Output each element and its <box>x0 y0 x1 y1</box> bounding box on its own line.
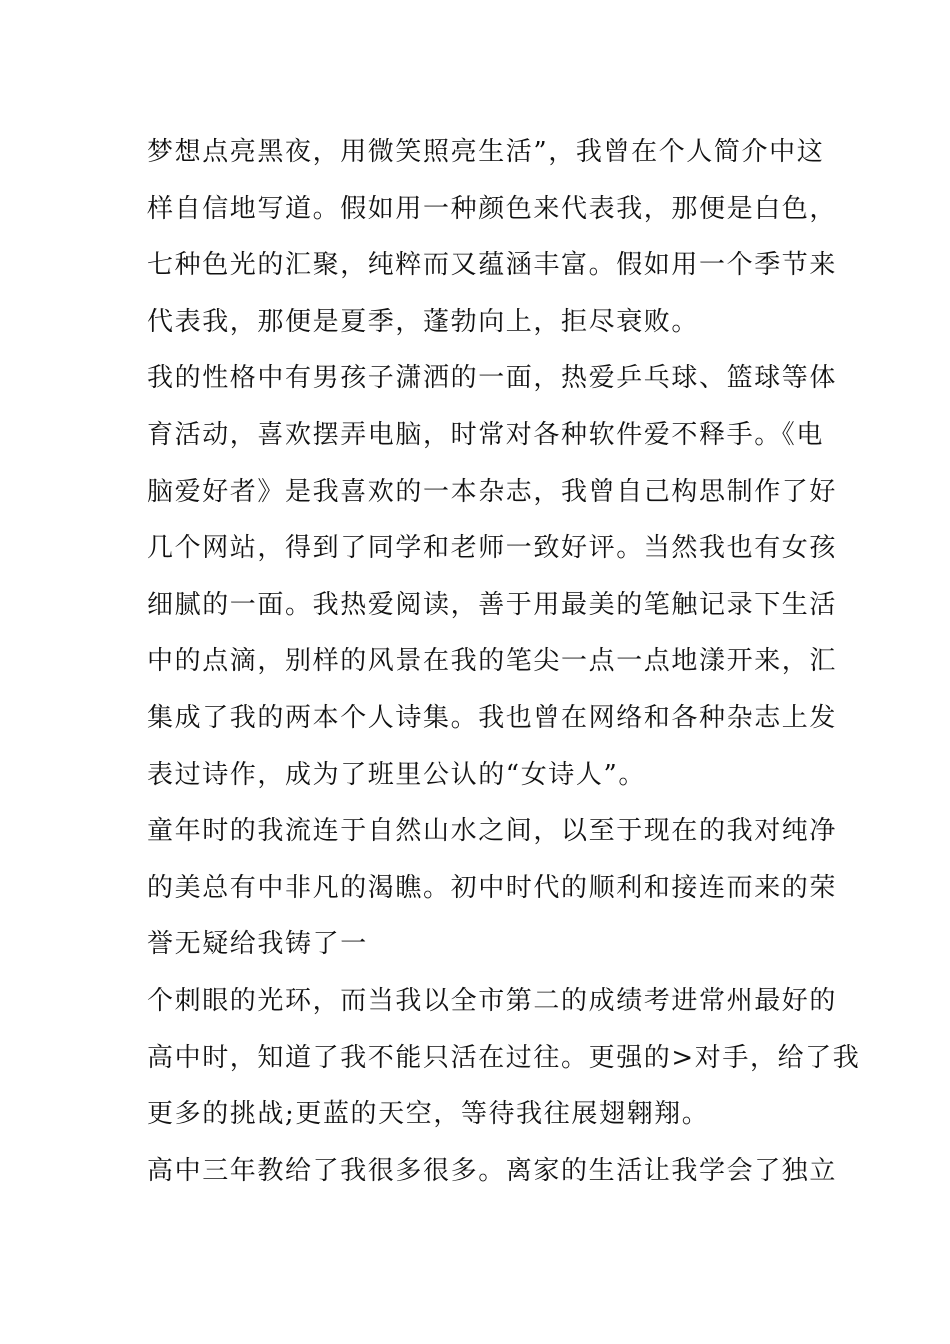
text-line: 中的点滴，别样的风景在我的笔尖一点一点地漾开来，汇 <box>147 646 838 677</box>
text-line: 七种色光的汇聚，纯粹而又蕴涵丰富。假如用一个季节来 <box>147 250 838 281</box>
text-line: 育活动，喜欢摆弄电脑，时常对各种软件爱不释手。《电 <box>147 419 825 450</box>
text-line: 脑爱好者》是我喜欢的一本杂志，我曾自己构思制作了好 <box>147 476 838 507</box>
text-line: 几个网站，得到了同学和老师一致好评。当然我也有女孩 <box>147 533 838 564</box>
text-line: 更多的挑战;更蓝的天空，等待我往展翅翱翔。 <box>147 1099 710 1130</box>
text-line: 高中时，知道了我不能只活在过往。更强的>对手，给了我 <box>147 1042 861 1073</box>
text-line: 誉无疑给我铸了一 <box>147 929 368 960</box>
text-line: 细腻的一面。我热爱阅读，善于用最美的笔触记录下生活 <box>147 589 838 620</box>
text-line: 样自信地写道。假如用一种颜色来代表我，那便是白色， <box>147 193 838 224</box>
text-line: 个刺眼的光环，而当我以全市第二的成绩考进常州最好的 <box>147 985 838 1016</box>
text-line: 代表我，那便是夏季，蓬勃向上，拒尽衰败。 <box>147 306 700 337</box>
text-line: 我的性格中有男孩子潇洒的一面，热爱乒乓球、篮球等体 <box>147 363 838 394</box>
text-line: 高中三年教给了我很多很多。离家的生活让我学会了独立 <box>147 1155 838 1186</box>
text-line: 表过诗作，成为了班里公认的“女诗人”。 <box>147 759 646 790</box>
text-line: 的美总有中非凡的渴瞧。初中时代的顺利和接连而来的荣 <box>147 872 838 903</box>
text-line: 梦想点亮黑夜，用微笑照亮生活”，我曾在个人简介中这 <box>147 137 825 167</box>
text-line: 童年时的我流连于自然山水之间，以至于现在的我对纯净 <box>147 816 838 847</box>
body-text <box>147 130 861 1205</box>
text-line: 集成了我的两本个人诗集。我也曾在网络和各种杂志上发 <box>147 702 838 733</box>
